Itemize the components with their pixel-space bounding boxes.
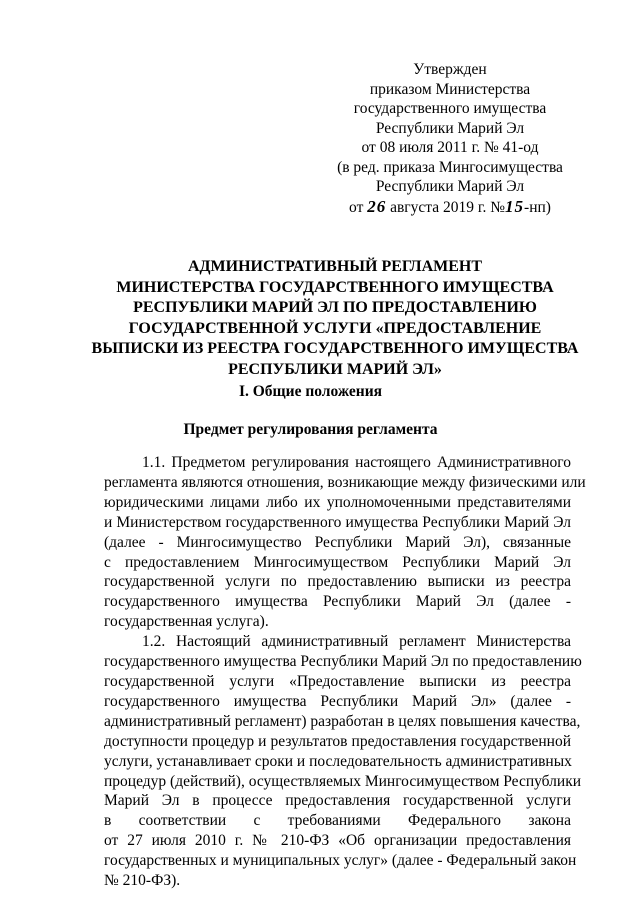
approval-line: государственного имущества bbox=[353, 100, 547, 117]
paragraph-line: Марий Эл в процессе предоставления государственной услуги bbox=[104, 792, 571, 810]
approval-line: Республики Марий Эл bbox=[375, 178, 525, 195]
approval-date-middle: августа 2019 г. № bbox=[386, 198, 506, 216]
document-title bbox=[90, 257, 580, 380]
handwritten-day: 26 bbox=[367, 196, 387, 216]
paragraph-line: доступности процедур и результатов предоставления государственной bbox=[104, 732, 571, 750]
paragraph-line: административный регламент) разработан в целях повышения качества, bbox=[104, 712, 581, 730]
paragraph-line: государственных и муниципальных услуг» (далее - Федеральный закон bbox=[104, 852, 577, 870]
approval-date-suffix: -нп) bbox=[524, 198, 551, 216]
paragraph-line: регламента являются отношения, возникающие между физическими или bbox=[104, 473, 586, 491]
title-line: РЕСПУБЛИКИ МАРИЙ ЭЛ» bbox=[228, 360, 442, 378]
section-heading: I. Общие положения bbox=[238, 383, 383, 400]
approval-date-prefix: от bbox=[349, 198, 368, 216]
approval-line: Утвержден bbox=[413, 61, 487, 78]
approval-line: приказом Министерства bbox=[369, 80, 531, 98]
approval-date-line bbox=[330, 197, 570, 218]
paragraph-line: государственного имущества Республики Марий Эл» (далее - bbox=[104, 692, 571, 710]
paragraph-line: юридическими лицами либо их уполномоченными представителями bbox=[104, 493, 571, 511]
paragraph-line: № 210-ФЗ). bbox=[104, 872, 181, 890]
paragraph-line: с предоставлением Мингосимуществом Республики Марий Эл bbox=[104, 553, 571, 571]
paragraph-line: процедур (действий), осуществляемых Мингосимуществом Республики bbox=[104, 772, 582, 790]
paragraph-line: услуги, устанавливает сроки и последовательность административных bbox=[104, 752, 572, 770]
paragraph-line: государственного имущества Республики Марий Эл по предоставлению bbox=[104, 653, 582, 671]
paragraph-1-1 bbox=[104, 453, 586, 632]
paragraph-line: государственного имущества Республики Марий Эл (далее - bbox=[104, 593, 571, 611]
paragraph-1-2 bbox=[104, 632, 582, 891]
body-text bbox=[104, 453, 586, 891]
paragraph-line: (далее - Мингосимущество Республики Марий Эл), связанные bbox=[104, 533, 571, 551]
approval-line: от 08 июля 2011 г. № 41-од bbox=[361, 139, 539, 156]
paragraph-line: 1.1. Предметом регулирования настоящего Административного bbox=[142, 454, 571, 471]
handwritten-number: 15 bbox=[505, 196, 525, 216]
approval-line: Республики Марий Эл bbox=[375, 119, 525, 137]
approval-block bbox=[330, 60, 570, 217]
title-line: ВЫПИСКИ ИЗ РЕЕСТРА ГОСУДАРСТВЕННОГО ИМУЩЕСТВА bbox=[91, 340, 579, 357]
title-line: АДМИНИСТРАТИВНЫЙ РЕГЛАМЕНТ bbox=[187, 258, 483, 275]
title-line: ГОСУДАРСТВЕННОЙ УСЛУГИ «ПРЕДОСТАВЛЕНИЕ bbox=[128, 319, 542, 337]
paragraph-line: в соответствии с требованиями Федерального закона bbox=[104, 812, 571, 830]
approval-line: (в ред. приказа Мингосимущества bbox=[337, 158, 563, 176]
title-line: МИНИСТЕРСТВА ГОСУДАРСТВЕННОГО ИМУЩЕСТВА bbox=[116, 278, 554, 296]
paragraph-line: государственная услуга). bbox=[104, 613, 269, 631]
title-line: РЕСПУБЛИКИ МАРИЙ ЭЛ ПО ПРЕДОСТАВЛЕНИЮ bbox=[133, 299, 537, 316]
paragraph-line: государственной услуги по предоставлению выписки из реестра bbox=[104, 573, 571, 591]
subsection-heading: Предмет регулирования регламента bbox=[183, 421, 438, 438]
paragraph-line: 1.2. Настоящий административный регламент Министерства bbox=[142, 633, 571, 651]
paragraph-line: государственной услуги «Предоставление выписки из реестра bbox=[104, 672, 571, 690]
paragraph-line: от 27 июля 2010 г. № 210-ФЗ «Об организации предоставления bbox=[104, 832, 571, 850]
paragraph-line: и Министерством государственного имущества Республики Марий Эл bbox=[104, 513, 571, 531]
